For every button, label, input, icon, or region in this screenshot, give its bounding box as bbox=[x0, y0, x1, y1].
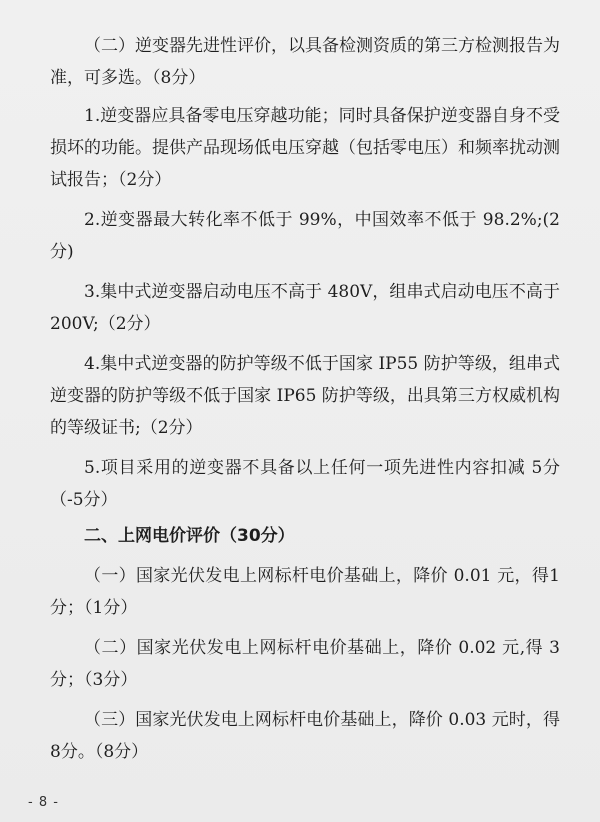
paragraph-item-4: 4.集中式逆变器的防护等级不低于国家 IP55 防护等级，组串式逆变器的防护等级不低于国家 IP65 防护等级，出具第三方权威机构的等级证书;（2分） bbox=[50, 354, 560, 438]
section-heading: 二、上网电价评价（30分） bbox=[84, 526, 295, 546]
paragraph-item-1: 1.逆变器应具备零电压穿越功能；同时具备保护逆变器自身不受损坏的功能。提供产品现场低电压穿越（包括零电压）和频率扰动测试报告；（2分） bbox=[50, 106, 560, 190]
price-item-3: （三）国家光伏发电上网标杆电价基础上，降价 0.03 元时，得 8分。（8分） bbox=[50, 710, 560, 762]
paragraph-item-3: 3.集中式逆变器启动电压不高于 480V，组串式启动电压不高于 200V;（2分） bbox=[50, 282, 560, 334]
price-item-1: （一）国家光伏发电上网标杆电价基础上，降价 0.01 元，得1分；（1分） bbox=[50, 566, 560, 618]
price-item-2: （二）国家光伏发电上网标杆电价基础上，降价 0.02 元,得 3分；（3分） bbox=[50, 638, 560, 690]
page-number: - 8 - bbox=[28, 795, 59, 810]
paragraph-item-2: 2.逆变器最大转化率不低于 99%，中国效率不低于 98.2%;(2分) bbox=[50, 210, 560, 262]
paragraph-inverter-evaluation: （二）逆变器先进性评价，以具备检测资质的第三方检测报告为准，可多选。（8分） bbox=[50, 36, 560, 88]
document-body bbox=[50, 30, 560, 768]
paragraph-item-5: 5.项目采用的逆变器不具备以上任何一项先进性内容扣减 5分（-5分） bbox=[50, 458, 560, 510]
